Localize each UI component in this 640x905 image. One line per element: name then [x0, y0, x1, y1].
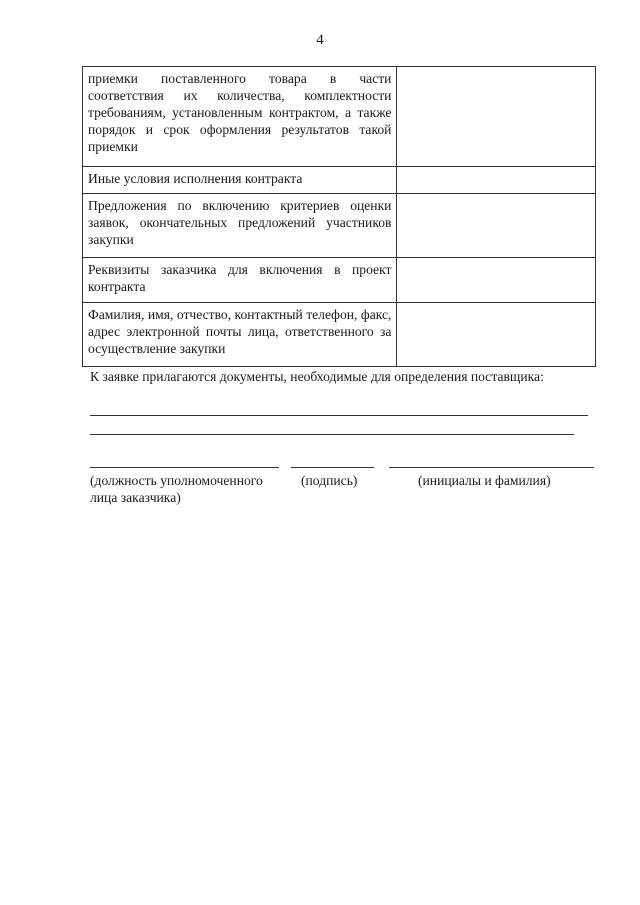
attachment-line	[90, 415, 588, 416]
name-signature-line	[389, 467, 594, 468]
table-row	[83, 194, 596, 258]
table-row	[83, 258, 596, 303]
table-row	[83, 167, 596, 194]
row-value	[397, 167, 596, 194]
table-row	[83, 67, 596, 167]
row-value	[397, 258, 596, 303]
row-label: Фамилия, имя, отчество, контактный телефон, факс, адрес электронной почты лица, ответственного за осуществление закупки	[83, 303, 397, 367]
application-table	[82, 66, 596, 367]
attachment-line	[90, 434, 574, 435]
row-label: Реквизиты заказчика для включения в проект контракта	[83, 258, 397, 303]
position-signature-line	[90, 467, 279, 468]
signature-line	[291, 467, 374, 468]
row-label: приемки поставленного товара в части соответствия их количества, комплектности требованиям, установленным контрактом, а также порядок и срок оформления результатов такой приемки	[83, 67, 397, 167]
row-value	[397, 303, 596, 367]
name-label: (инициалы и фамилия)	[418, 473, 551, 488]
row-label: Предложения по включению критериев оценки заявок, окончательных предложений участников закупки	[83, 194, 397, 258]
page-number: 4	[316, 32, 324, 48]
position-label: (должность уполномоченного лица заказчика)	[90, 473, 263, 505]
table-row	[83, 303, 596, 367]
signature-label: (подпись)	[301, 473, 358, 488]
row-value	[397, 194, 596, 258]
attachments-text: К заявке прилагаются документы, необходимые для определения поставщика:	[90, 369, 544, 384]
row-label: Иные условия исполнения контракта	[83, 167, 397, 194]
row-value	[397, 67, 596, 167]
